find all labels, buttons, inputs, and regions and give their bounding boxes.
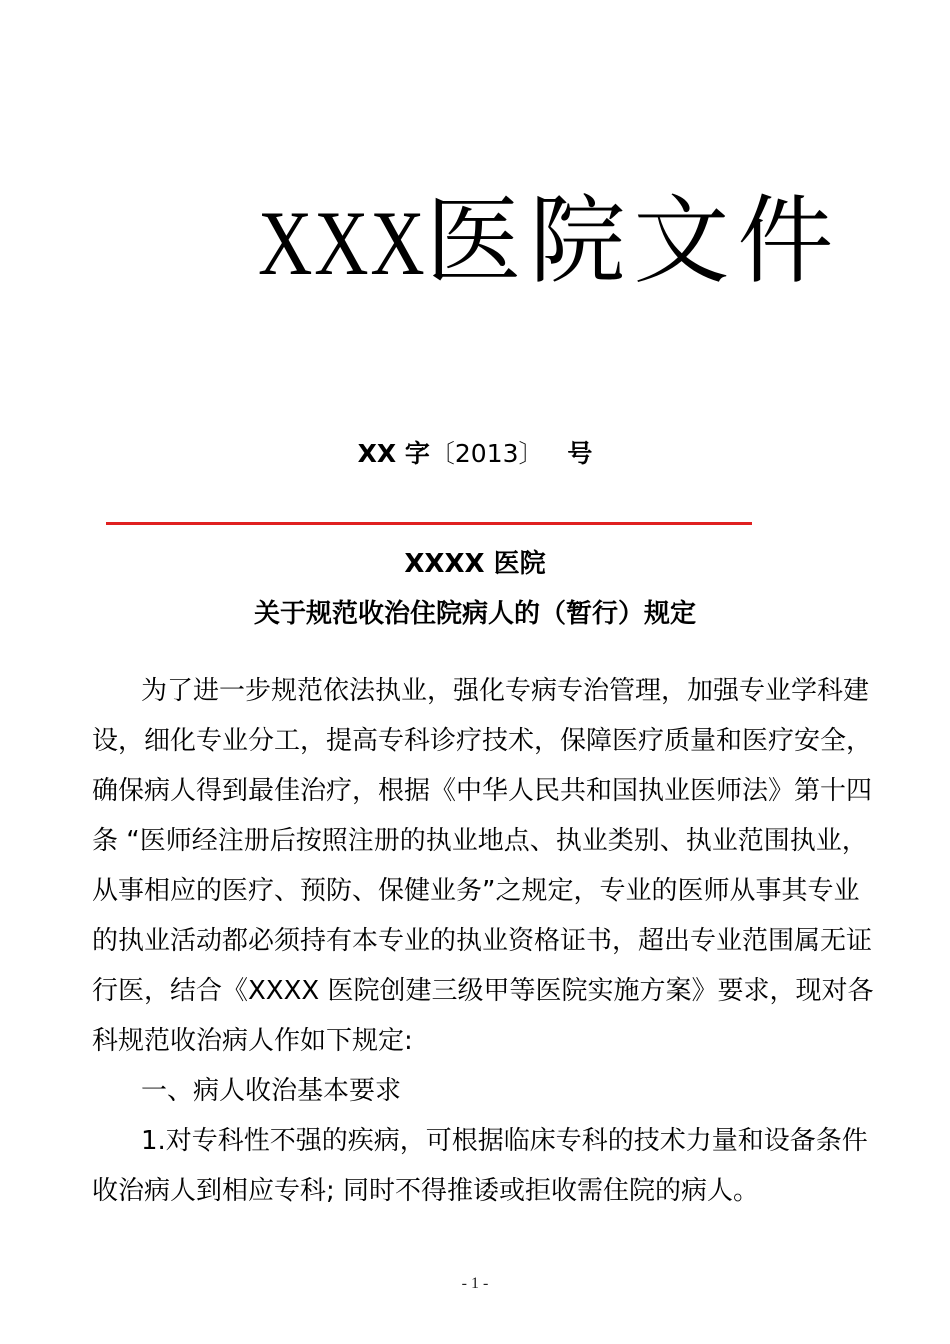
document-title-line-2: 关于规范收治住院病人的（暂行）规定 — [253, 599, 696, 629]
doc-number-year: 〔2013〕 — [429, 439, 544, 468]
body-line-10: 1.对专科性不强的疾病，可根据临床专科的技术力量和设备条件 — [141, 1126, 868, 1156]
doc-number-suffix: 号 — [567, 439, 593, 468]
body-line-3: 确保病人得到最佳治疗，根据《中华人民共和国执业医师法》第十四 — [92, 776, 873, 806]
doc-number-prefix: XX 字 — [357, 439, 430, 468]
body-line-1: 为了进一步规范依法执业，强化专病专治管理，加强专业学科建 — [141, 676, 870, 706]
red-divider-rule — [106, 522, 752, 525]
page-number: - 1 - — [461, 1275, 489, 1292]
document-number — [0, 437, 950, 471]
body-line-8: 科规范收治病人作如下规定: — [92, 1026, 413, 1056]
section-heading-1: 一、病人收治基本要求 — [141, 1076, 402, 1106]
body-line-4: 条 “医师经注册后按照注册的执业地点、执业类别、执业范围执业， — [92, 826, 868, 856]
body-line-5: 从事相应的医疗、预防、保健业务”之规定，专业的医师从事其专业 — [92, 876, 860, 906]
document-title-line-1: XXXX 医院 — [404, 549, 546, 579]
document-header-title — [258, 186, 898, 296]
body-line-11: 收治病人到相应专科; 同时不得推诿或拒收需住院的病人。 — [92, 1176, 760, 1206]
body-line-7: 行医，结合《XXXX 医院创建三级甲等医院实施方案》要求，现对各 — [92, 976, 874, 1006]
header-title-cjk: 医院文件 — [425, 185, 842, 297]
body-line-6: 的执业活动都必须持有本专业的执业资格证书，超出专业范围属无证 — [92, 926, 873, 956]
body-line-2: 设，细化专业分工，提高专科诊疗技术，保障医疗质量和医疗安全， — [92, 726, 873, 756]
header-title-latin: XXX — [258, 192, 427, 294]
